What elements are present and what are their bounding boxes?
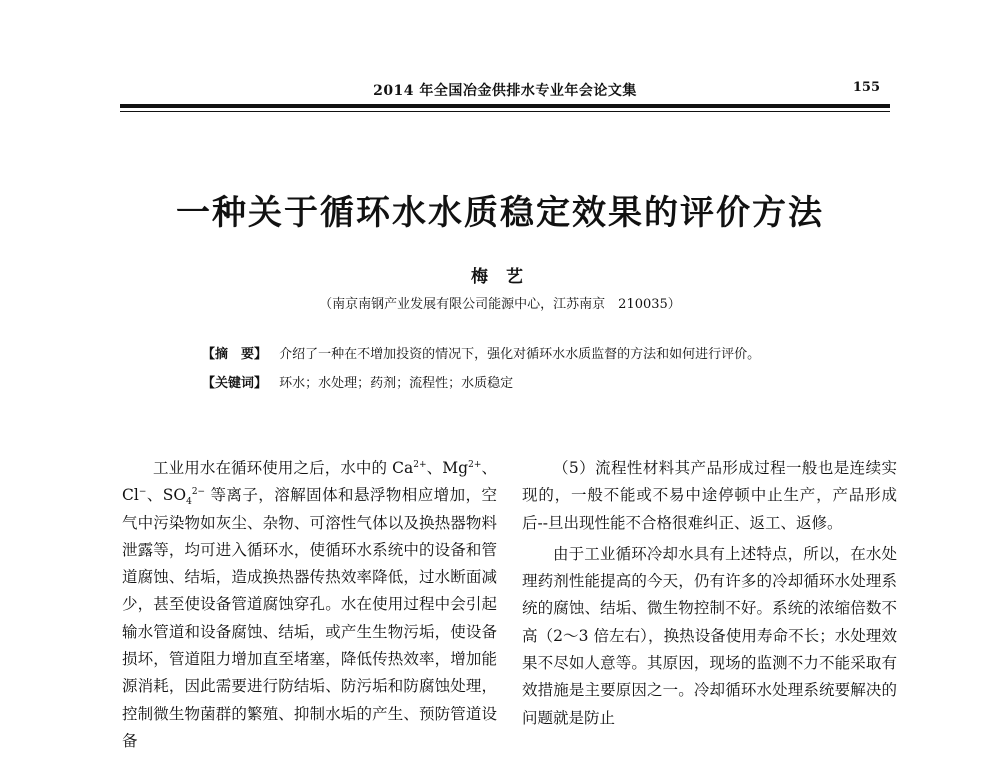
header-rule-thick (120, 104, 890, 108)
ca-charge: 2+ (413, 459, 427, 470)
cl-symbol: 、Cl (122, 459, 497, 505)
abstract-text: 介绍了一种在不增加投资的情况下，强化对循环水水质监督的方法和如何进行评价。 (279, 347, 761, 362)
so4-subscript: 4 (186, 497, 192, 508)
paper-title: 一种关于循环水水质稳定效果的评价方法 (176, 193, 824, 233)
right-paragraph-1: （5）流程性材料其产品形成过程一般也是连续实现的，一般不能或不易中途停顿中止生产，产品形成后--旦出现性能不合格很难纠正、返工、返修。 (522, 459, 897, 532)
intro-paragraph (122, 455, 497, 755)
so4-symbol: 、SO (146, 486, 187, 505)
abstract-label: 【摘 要】 (202, 347, 268, 362)
so4-charge: 2− (191, 487, 206, 498)
author-affiliation: （南京南钢产业发展有限公司能源中心，江苏南京 210035） (319, 297, 681, 312)
abstract (202, 343, 902, 362)
journal-title: 2014 年全国冶金供排水专业年会论文集 (373, 83, 637, 99)
header-rule-thin (120, 111, 890, 112)
keywords (202, 372, 902, 391)
body-column-right (522, 455, 897, 732)
running-header (120, 80, 890, 104)
page-number: 155 (852, 80, 880, 95)
right-paragraph-2: 由于工业循环冷却水具有上述特点，所以，在水处理药剂性能提高的今天，仍有许多的冷却循环水处理系统的腐蚀、结垢、微生物控制不好。系统的浓缩倍数不高（2～3 倍左右），换热设备使用寿命不长；水处理效果不尽如人意等。其原因，现场的监测不力不能采取有效措施是主要原因之一。冷却循环水处理系统要解决的问题就是防止 (522, 544, 897, 727)
mg-charge: 2+ (468, 459, 482, 470)
author-name: 梅 艺 (471, 267, 529, 287)
ion-separator: 、 (426, 459, 443, 477)
cl-charge: − (138, 487, 147, 498)
body-column-left (122, 455, 497, 755)
keywords-label: 【关键词】 (202, 376, 268, 391)
intro-text-rest: 等离子，溶解固体和悬浮物相应增加，空气中污染物如灰尘、杂物、可溶性气体以及换热器物料泄露等，均可进入循环水，使循环水系统中的设备和管道腐蚀、结垢，造成换热器传热效率降低，过水断面减少，甚至使设备管道腐蚀穿孔。水在使用过程中会引起输水管道和设备腐蚀、结垢，或产生生物污垢，使设备损坏，管道阻力增加直至堵塞，降低传热效率，增加能源消耗，因此需要进行防结垢、防污垢和防腐蚀处理，控制微生物菌群的繁殖、抑制水垢的产生、预防管道设备 (122, 486, 497, 750)
intro-text-start: 工业用水在循环使用之后，水中的 Ca (153, 459, 414, 477)
keywords-text: 环水；水处理；药剂；流程性；水质稳定 (279, 376, 514, 391)
mg-symbol: Mg (442, 459, 469, 477)
